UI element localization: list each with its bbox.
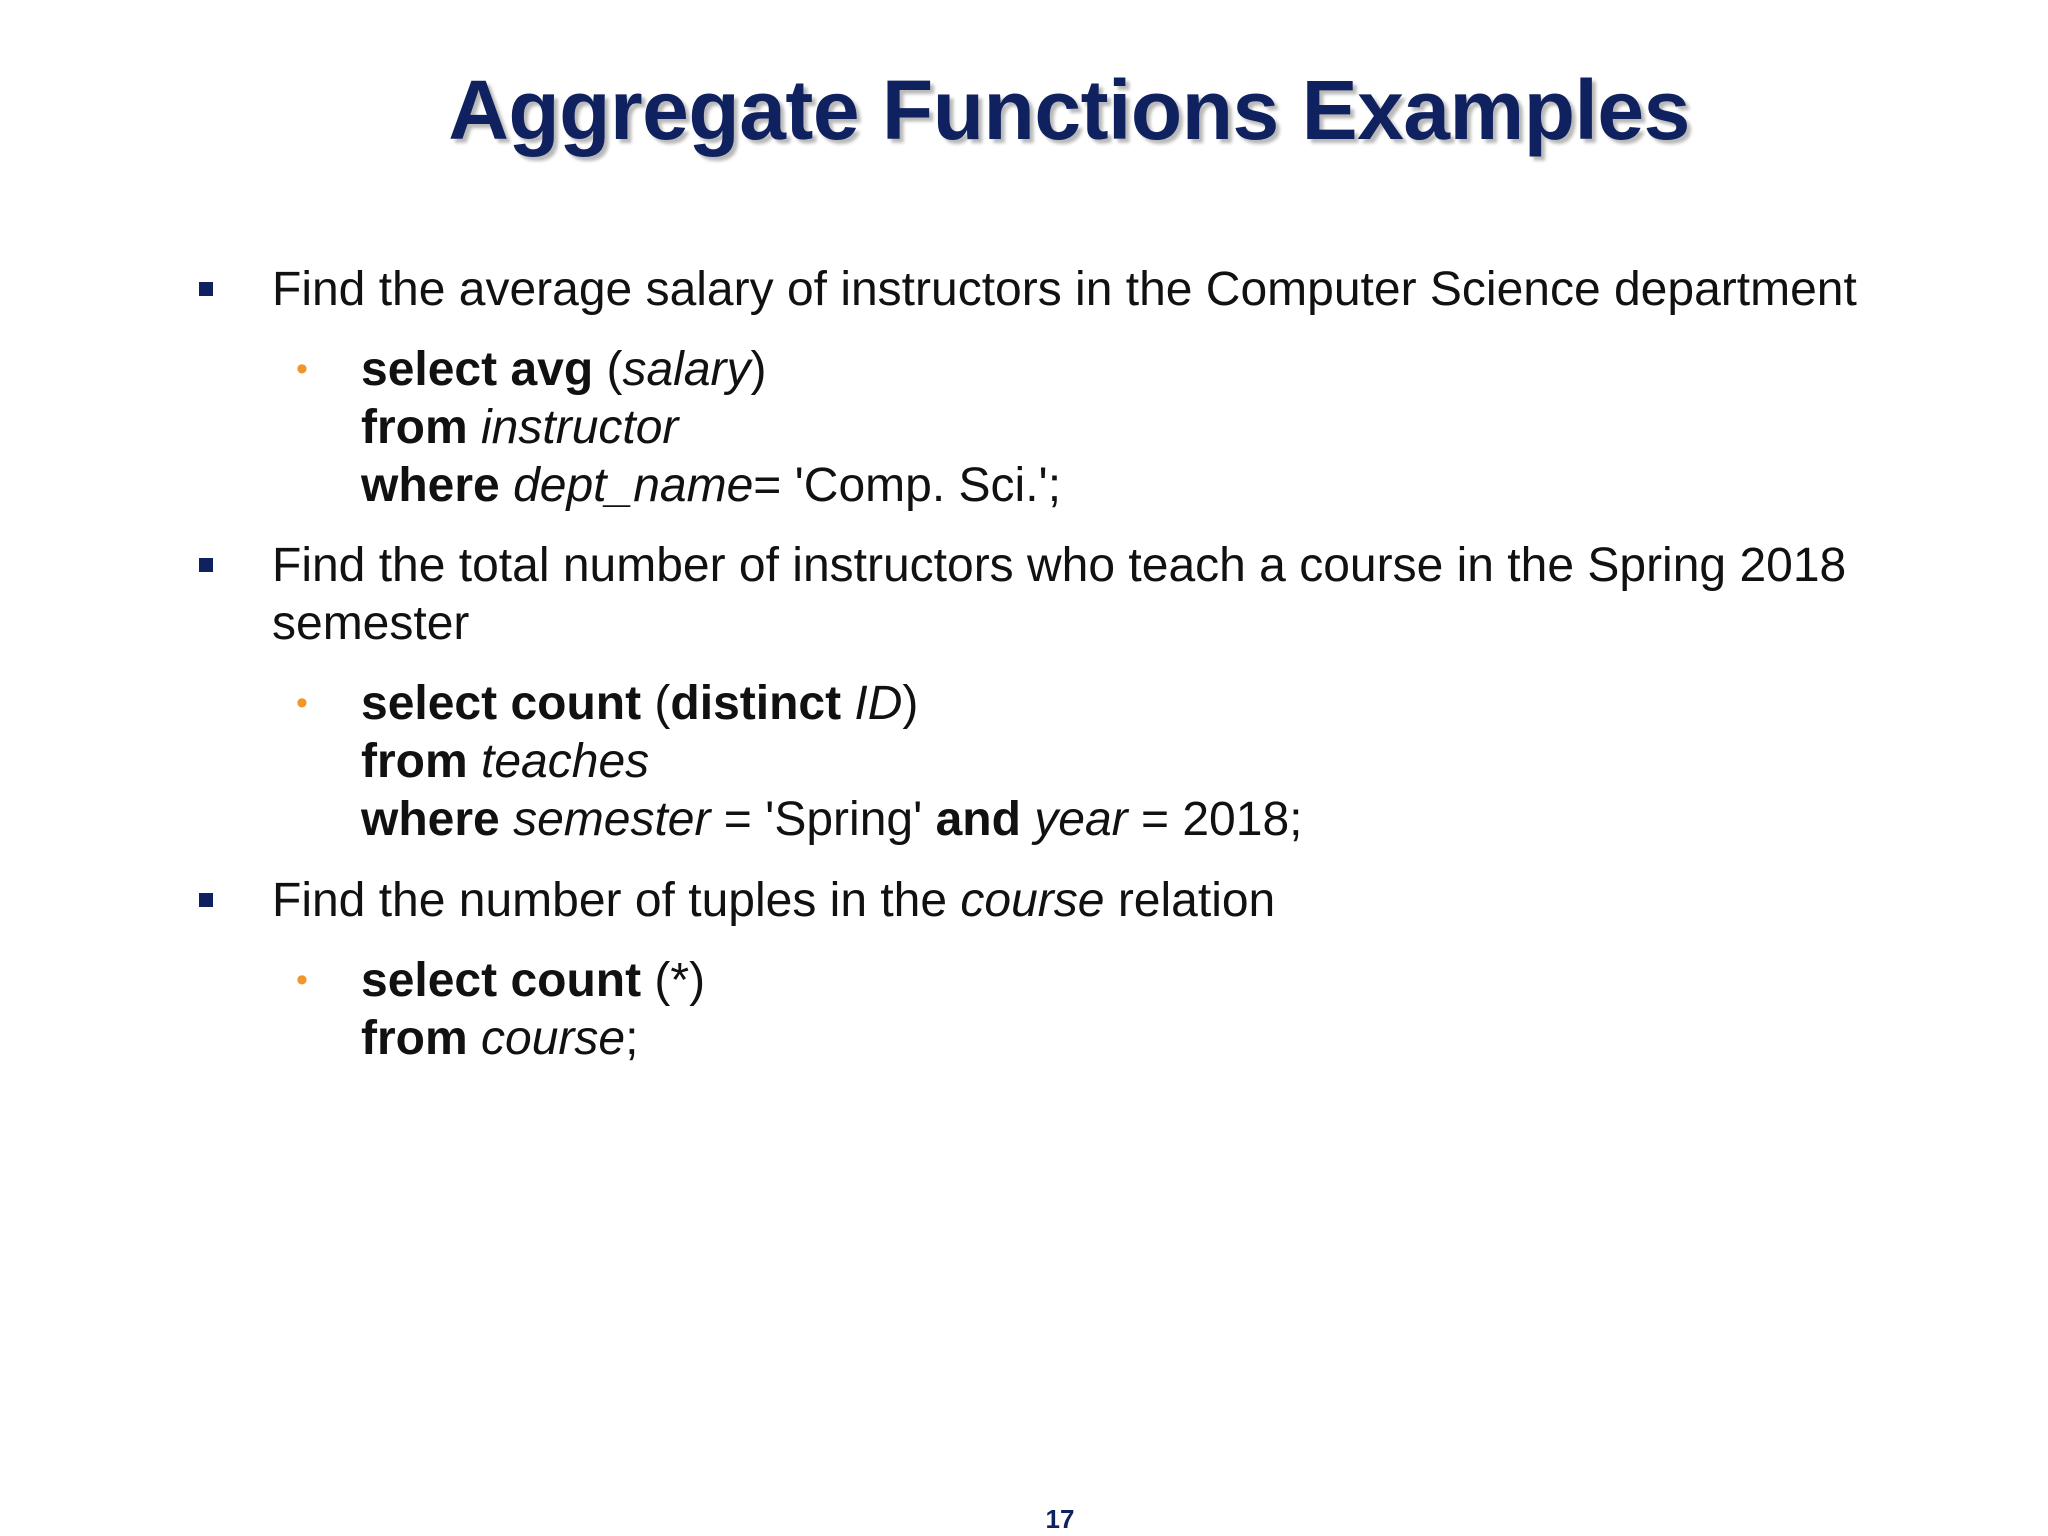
orange-dot-bullet-icon: •: [296, 350, 308, 388]
query-line: select count (*): [361, 954, 706, 1007]
sql-attribute: dept_name: [513, 459, 754, 512]
sql-query-3: [361, 952, 705, 1068]
sql-relation: course: [481, 1012, 626, 1065]
query-line: [361, 733, 1302, 791]
query-line: where semester = 'Spring' and year = 2018;: [361, 793, 1303, 846]
orange-dot-bullet-icon: •: [296, 684, 308, 722]
query-line: where dept_name= 'Comp. Sci.';: [361, 459, 1062, 512]
orange-dot-bullet-icon: •: [296, 961, 308, 999]
sql-keyword: and: [935, 793, 1021, 846]
query-line: from course;: [361, 1012, 639, 1065]
square-bullet-icon: [199, 893, 213, 907]
query-line: select count (distinct ID): [361, 677, 919, 730]
sql-attribute: semester: [513, 793, 711, 846]
sql-keyword: select count: [361, 677, 642, 730]
sql-keyword: select count: [361, 954, 642, 1007]
bullet-text-2: Find the total number of instructors who teach a course in the Spring 2018 semester: [272, 539, 1847, 650]
square-bullet-icon: [199, 558, 213, 572]
query-line: select avg (salary): [361, 343, 767, 396]
relation-name: course: [960, 874, 1105, 927]
slide-title: Aggregate Functions Examples: [448, 63, 1690, 157]
square-bullet-icon: [199, 282, 213, 296]
page-number: 17: [1045, 1504, 1075, 1534]
sql-attribute: year: [1034, 793, 1128, 846]
sql-keyword: distinct: [670, 677, 842, 730]
sql-query-1: [361, 341, 1061, 515]
sql-keyword: from: [361, 401, 468, 454]
sql-relation: teaches: [481, 735, 650, 788]
sql-attribute: ID: [854, 677, 903, 730]
sql-relation: instructor: [481, 401, 679, 454]
bullet-text-3: Find the number of tuples in the course relation: [272, 874, 1276, 927]
query-line: [361, 399, 1061, 457]
bullet-text-1: Find the average salary of instructors in the Computer Science department: [272, 263, 1857, 316]
sql-attribute: salary: [622, 343, 751, 396]
sql-keyword: select avg: [361, 343, 594, 396]
sql-keyword: from: [361, 1012, 468, 1065]
sql-query-2: [361, 675, 1302, 849]
sql-keyword: where: [361, 793, 500, 846]
sql-keyword: where: [361, 459, 500, 512]
sql-keyword: from: [361, 735, 468, 788]
